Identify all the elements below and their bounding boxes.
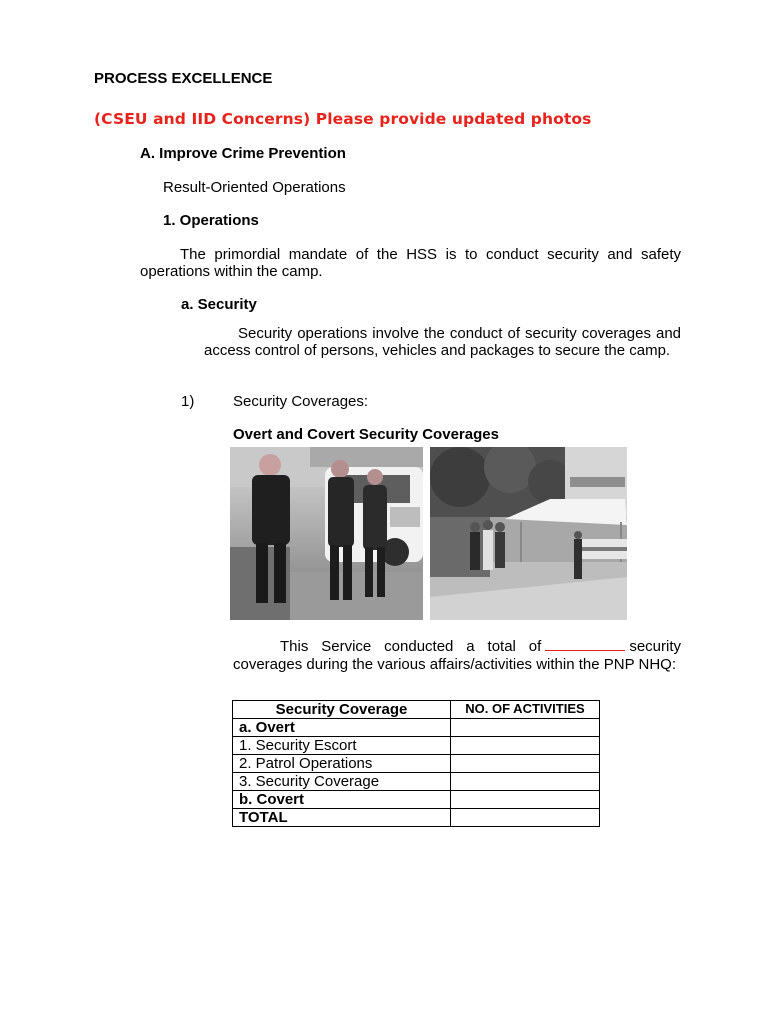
table-cell-empty[interactable] [451, 737, 600, 755]
table-group-covert: b. Covert [233, 791, 451, 809]
table-row [233, 719, 600, 737]
table-row [233, 773, 600, 791]
coverages-label: Security Coverages: [233, 393, 369, 410]
security-heading: a. Security [181, 296, 257, 313]
service-text-before: This Service conducted a total of [280, 638, 542, 655]
table-header-row [233, 701, 600, 719]
table-item-security-escort: 1. Security Escort [233, 737, 451, 755]
coverages-number: 1) [181, 393, 195, 410]
table-cell-empty[interactable] [451, 719, 600, 737]
checkpoint-tent-photo [430, 447, 627, 620]
table-item-patrol-operations: 2. Patrol Operations [233, 755, 451, 773]
security-coverage-table [232, 700, 600, 827]
total-blank-field[interactable] [545, 638, 625, 651]
mandate-paragraph: The primordial mandate of the HSS is to conduct security and safety operations within the camp. [140, 246, 681, 280]
service-text-after: security coverages during the various affairs/activities within the PNP NHQ: [233, 638, 681, 673]
table-total-label: TOTAL [233, 809, 451, 827]
table-cell-empty[interactable] [451, 773, 600, 791]
table-total-value[interactable] [451, 809, 600, 827]
table-row [233, 791, 600, 809]
coverages-list-item [181, 393, 368, 410]
table-cell-empty[interactable] [451, 791, 600, 809]
notice-heading: (CSEU and IID Concerns) Please provide updated photos [94, 110, 592, 128]
security-personnel-photo [230, 447, 423, 620]
section-a-heading: A. Improve Crime Prevention [140, 145, 346, 162]
table-header-activities: NO. OF ACTIVITIES [451, 701, 600, 719]
table-cell-empty[interactable] [451, 755, 600, 773]
security-ops-paragraph: Security operations involve the conduct of security coverages and access control of persons, vehicles and packages to secure the camp. [204, 325, 681, 359]
table-row [233, 737, 600, 755]
overt-covert-heading: Overt and Covert Security Coverages [233, 426, 499, 443]
result-oriented-label: Result-Oriented Operations [163, 179, 346, 196]
operations-heading: 1. Operations [163, 212, 259, 229]
table-total-row [233, 809, 600, 827]
table-header-coverage: Security Coverage [233, 701, 451, 719]
page-title: PROCESS EXCELLENCE [94, 70, 273, 87]
service-paragraph [233, 638, 681, 674]
table-row [233, 755, 600, 773]
table-group-overt: a. Overt [233, 719, 451, 737]
table-item-security-coverage: 3. Security Coverage [233, 773, 451, 791]
